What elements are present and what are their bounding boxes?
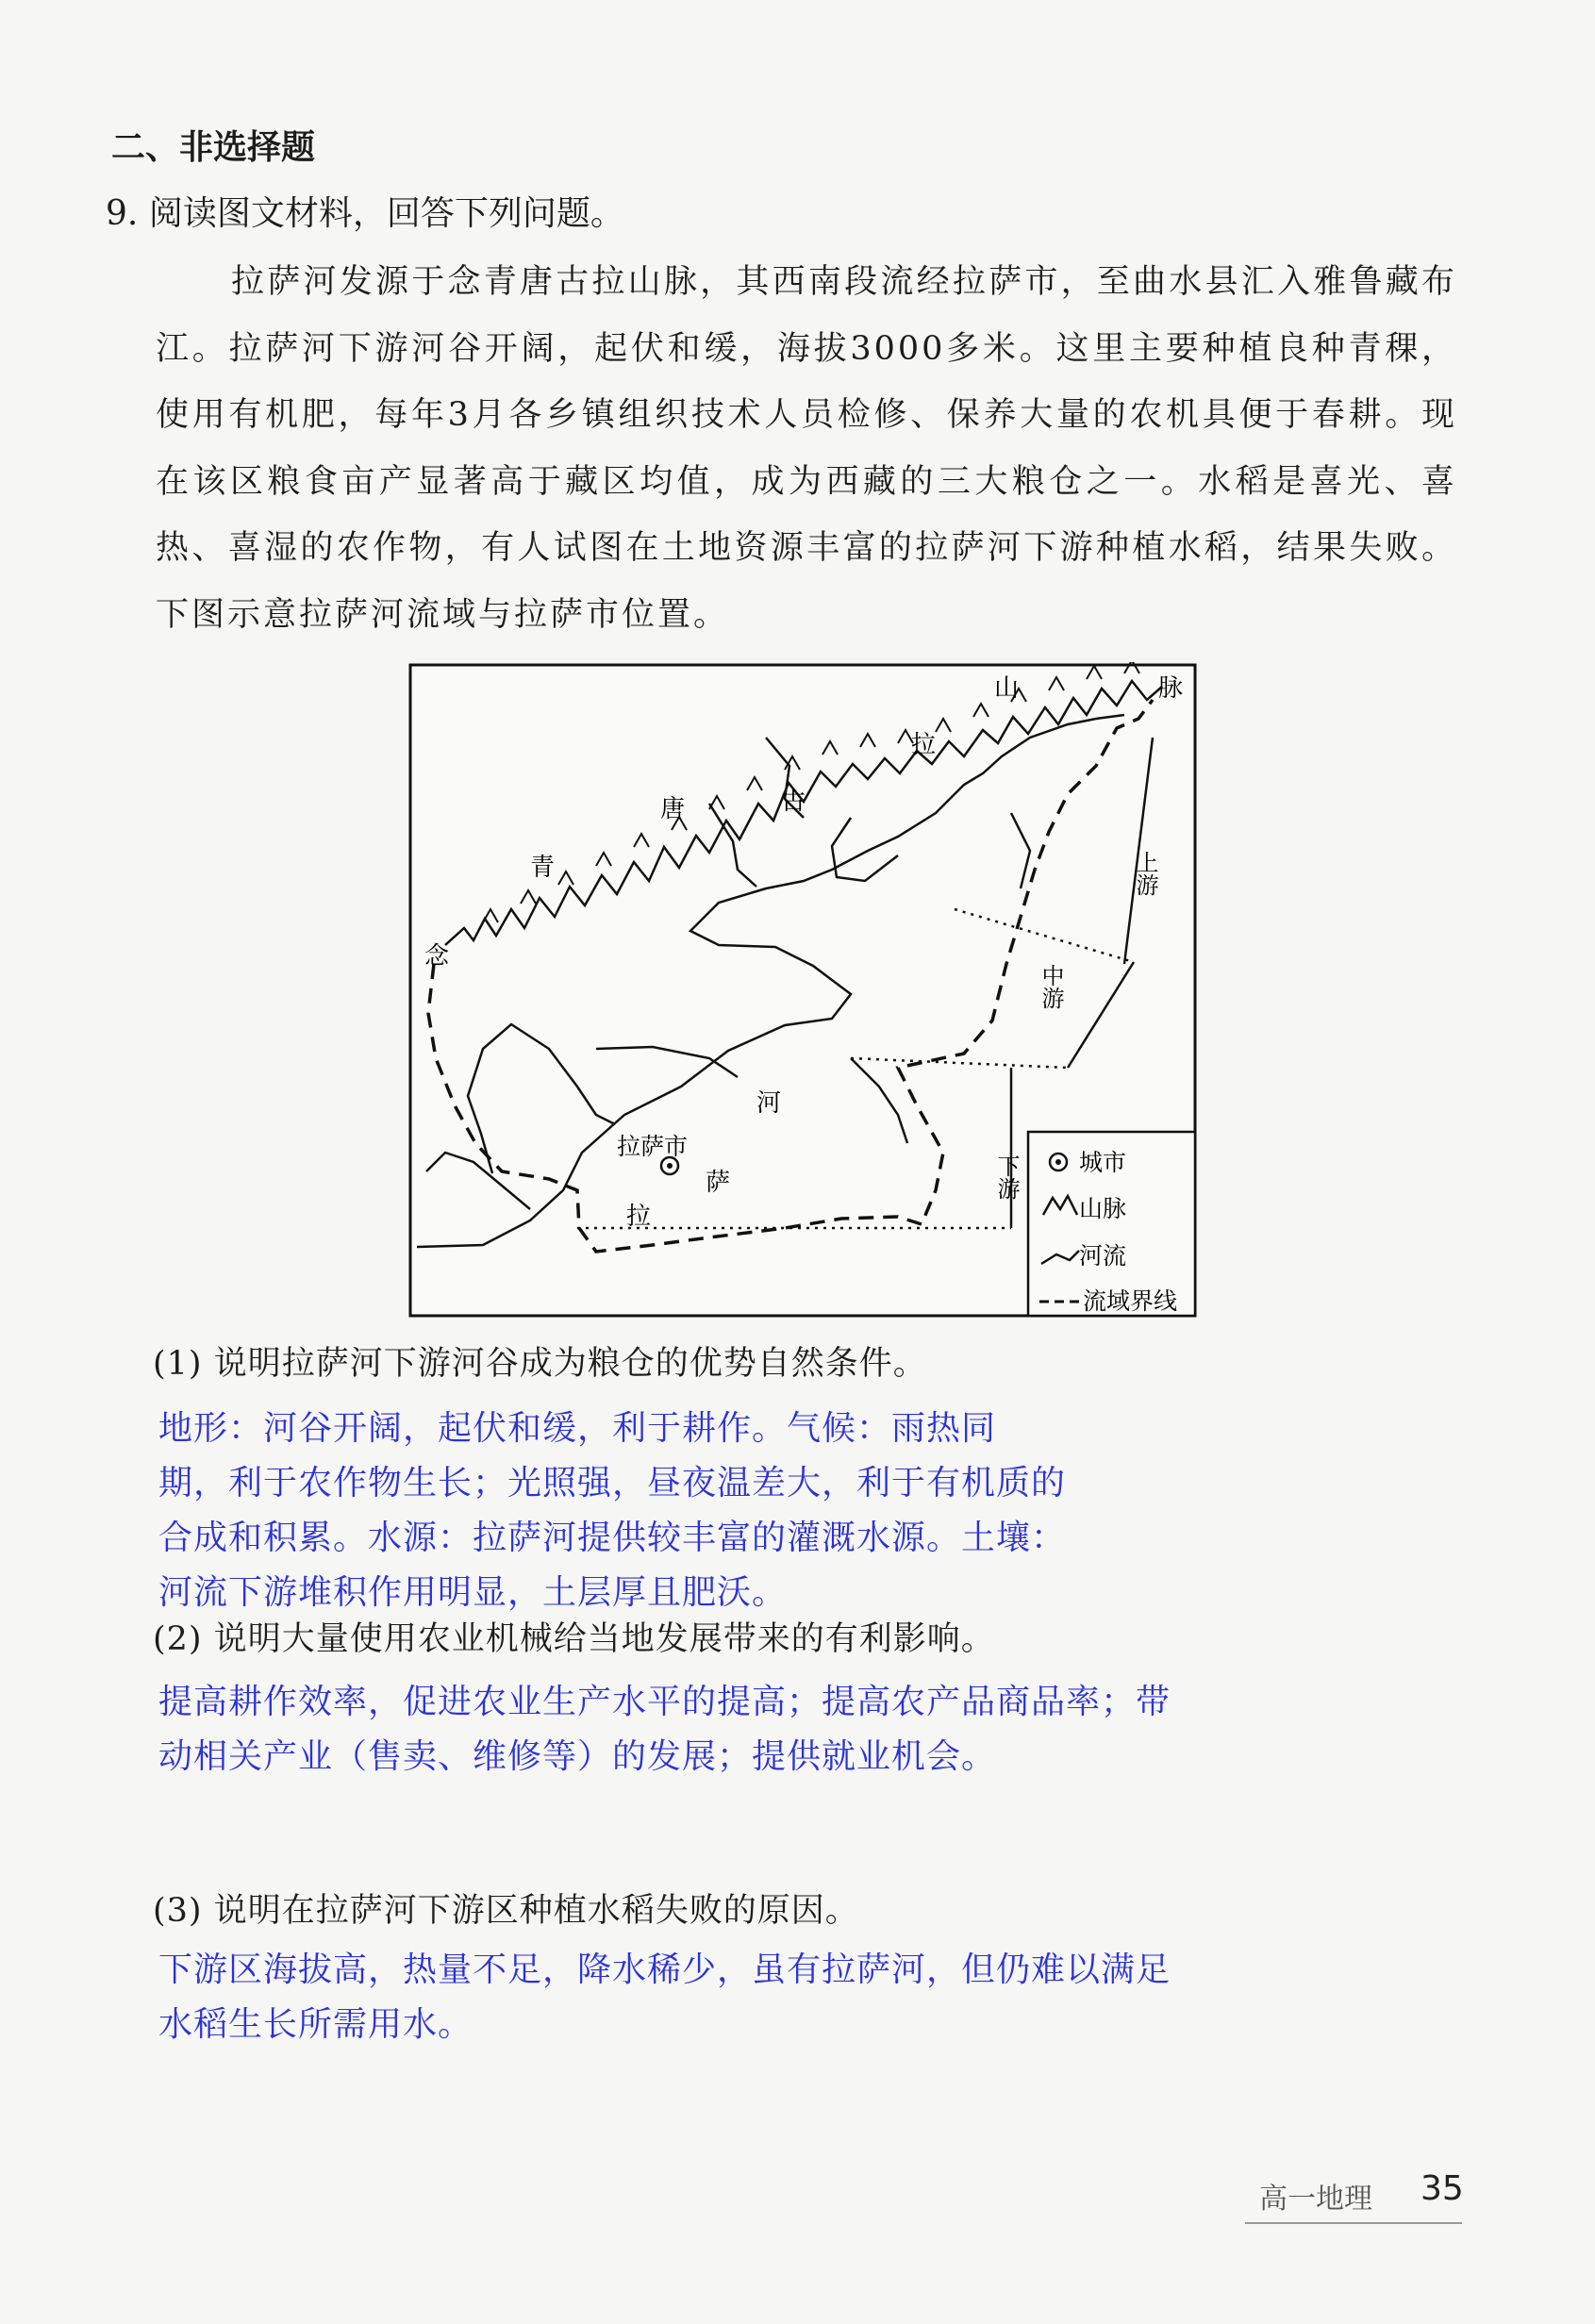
lhasa-river-basin-map — [407, 662, 1200, 1320]
subquestion-3-label: (3) 说明在拉萨河下游区种植水稻失败的原因。 — [153, 1892, 859, 1930]
answer-2 — [158, 1675, 1171, 1784]
legend-mountain-label: 山脉 — [1079, 1195, 1127, 1222]
map-lower-reach-label: 下游 — [993, 1154, 1020, 1200]
answer-2-line: 动相关产业（售卖、维修等）的发展；提供就业机会。 — [158, 1737, 997, 1776]
map-upper-reach-label: 上游 — [1132, 851, 1158, 896]
map-mountain-char-7: 脉 — [1158, 674, 1184, 703]
answer-1-line: 地形：河谷开阔，起伏和缓，利于耕作。气候：雨热同 — [158, 1409, 997, 1448]
legend-city-label: 城市 — [1079, 1149, 1127, 1176]
map-mountain-char-4: 古 — [781, 788, 806, 816]
answer-1 — [158, 1402, 1066, 1620]
map-mountain-char-2: 青 — [530, 854, 556, 882]
subquestion-1-label: (1) 说明拉萨河下游河谷成为粮仓的优势自然条件。 — [153, 1345, 927, 1383]
page-number: 35 — [1421, 2169, 1464, 2208]
legend-boundary-label: 流域界线 — [1083, 1287, 1178, 1315]
answer-3 — [158, 1943, 1171, 2052]
map-river-char-1: 拉 — [626, 1203, 652, 1231]
subquestion-2-label: (2) 说明大量使用农业机械给当地发展带来的有利影响。 — [153, 1620, 995, 1658]
map-river-char-3: 河 — [756, 1089, 782, 1118]
map-mountain-char-1: 念 — [424, 942, 450, 971]
answer-1-line: 合成和积累。水源：拉萨河提供较丰富的灌溉水源。土壤： — [158, 1519, 1067, 1557]
answer-3-line: 下游区海拔高，热量不足，降水稀少，虽有拉萨河，但仍难以满足 — [158, 1950, 1171, 1989]
map-mountain-char-6: 山 — [994, 674, 1020, 703]
reading-passage: 拉萨河发源于念青唐古拉山脉，其西南段流经拉萨市，至曲水县汇入雅鲁藏布江。拉萨河下游河谷开阔，起伏和缓，海拔3000多米。这里主要种植良种青稞，使用有机肥，每年3月各乡镇组织技术人员检修、保养大量的农机具便于春耕。现在该区粮食亩产显著高于藏区均值，成为西藏的三大粮仓之一。水稻是喜光、喜热、喜湿的农作物，有人试图在土地资源丰富的拉萨河下游种植水稻，结果失败。下图示意拉萨河流域与拉萨市位置。 — [156, 263, 1457, 634]
footer-subject: 高一地理 — [1259, 2183, 1372, 2216]
legend-river-label: 河流 — [1079, 1242, 1127, 1270]
answer-1-line: 期，利于农作物生长；光照强，昼夜温差大，利于有机质的 — [158, 1464, 1067, 1502]
answer-2-line: 提高耕作效率，促进农业生产水平的提高；提高农产品商品率；带 — [158, 1683, 1171, 1721]
map-figure — [407, 662, 1200, 1320]
question-number: 9. — [106, 194, 139, 233]
question-heading — [106, 187, 624, 235]
section-title: 二、非选择题 — [111, 128, 316, 167]
question-prompt: 阅读图文材料，回答下列问题。 — [148, 194, 624, 233]
map-river-char-2: 萨 — [706, 1169, 731, 1197]
map-mountain-char-5: 拉 — [911, 731, 937, 759]
map-middle-reach-label: 中游 — [1038, 964, 1064, 1009]
map-city-label: 拉萨市 — [617, 1133, 689, 1160]
footer-rule — [1245, 2222, 1462, 2224]
map-mountain-char-3: 唐 — [660, 795, 686, 823]
answer-1-line: 河流下游堆积作用明显，土层厚且肥沃。 — [158, 1573, 788, 1612]
answer-3-line: 水稻生长所需用水。 — [158, 2005, 474, 2044]
